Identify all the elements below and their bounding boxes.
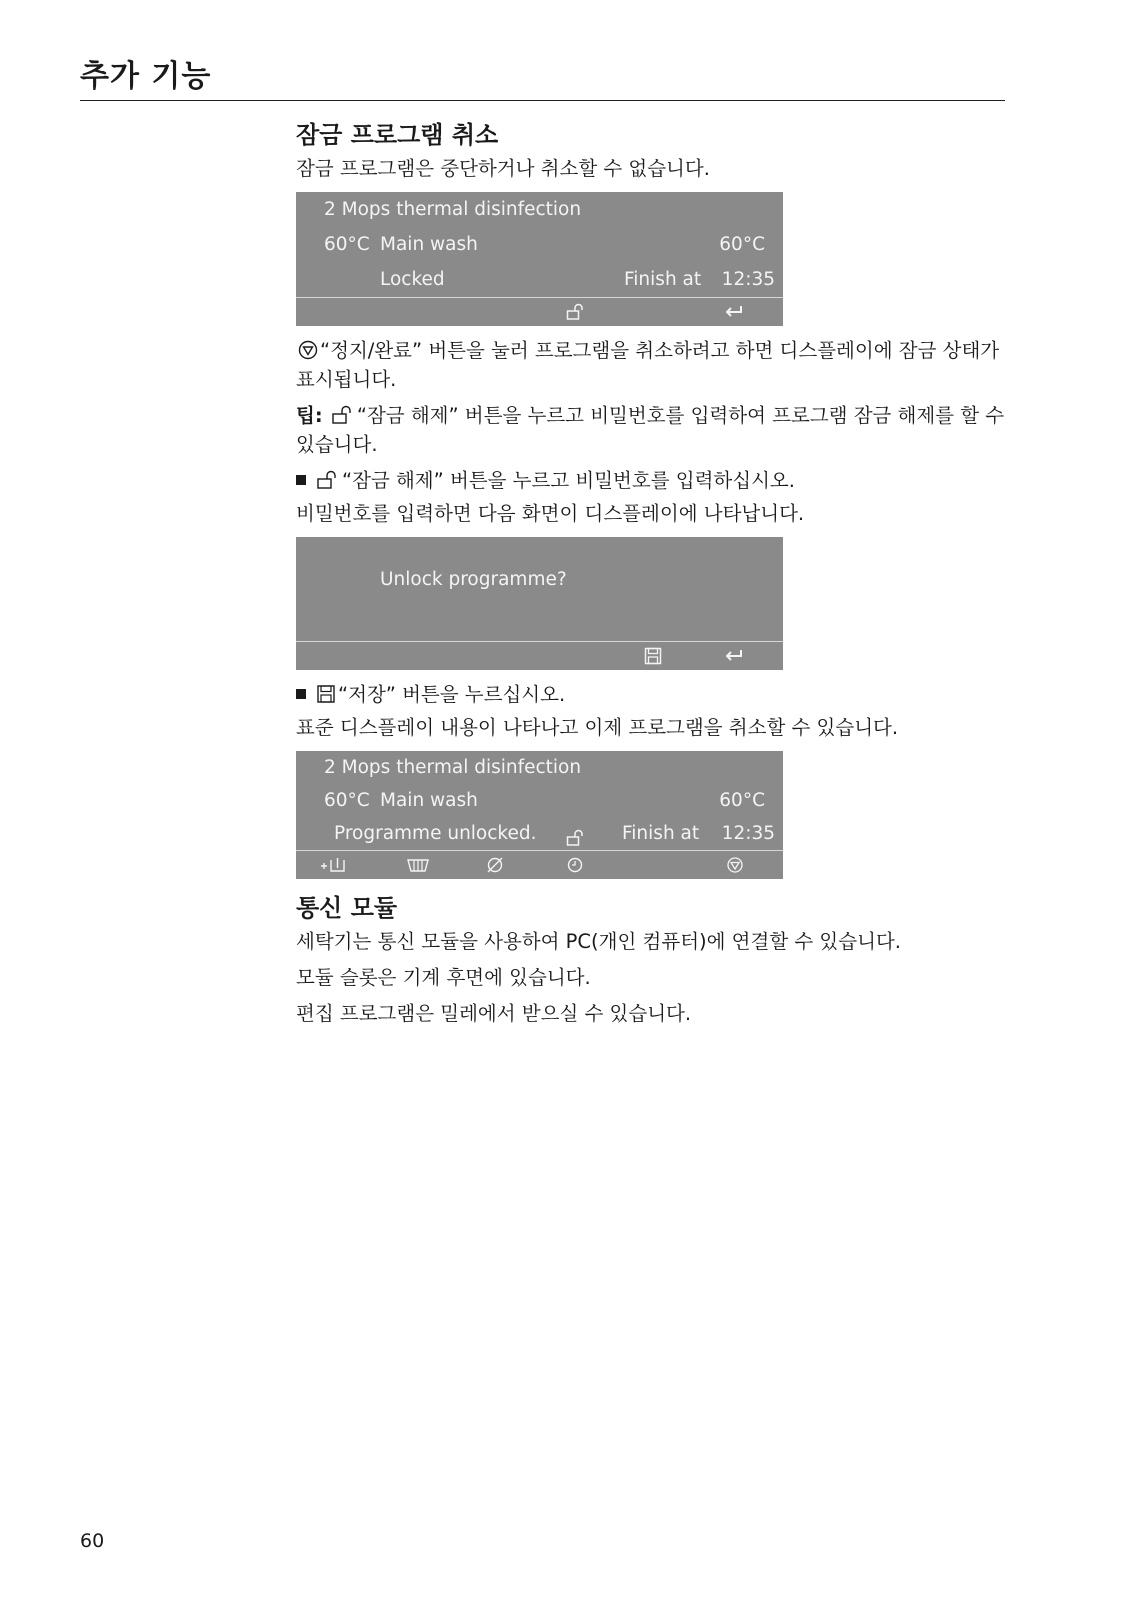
display-finish-time: 12:35 — [721, 823, 775, 844]
module-text-1: 세탁기는 통신 모듈을 사용하여 PC(개인 컴퓨터)에 연결할 수 있습니다. — [296, 930, 901, 953]
display-locked — [296, 192, 783, 326]
display-temp: 60°C — [324, 790, 370, 811]
display-prompt: Unlock programme? — [380, 569, 567, 590]
display-temp-right: 60°C — [719, 790, 765, 811]
unlock-icon — [331, 405, 355, 432]
display-softkey-bar — [296, 642, 783, 670]
page-number: 60 — [80, 1530, 105, 1552]
add-detergent-icon[interactable] — [320, 856, 348, 879]
main-content — [296, 118, 1006, 1037]
display-status: Programme unlocked. — [334, 823, 537, 844]
display-softkey-bar — [296, 298, 783, 326]
display-unlocked — [296, 751, 783, 879]
display-phase: Main wash — [380, 234, 478, 255]
bullet — [296, 475, 306, 485]
after-password-text: 비밀번호를 입력하면 다음 화면이 디스플레이에 나타납니다. — [296, 502, 805, 525]
section-title-communication-module: 통신 모듈 — [296, 894, 398, 922]
unlock-icon[interactable] — [566, 303, 586, 326]
header-divider — [80, 100, 1005, 101]
tip-paragraph: 팁: “잠금 해제” 버튼을 누르고 비밀번호를 입력하여 프로그램 잠금 해제를 할 수 있습니다. — [296, 404, 1005, 456]
tip-label: 팁: — [296, 404, 323, 427]
page-title: 추가 기능 — [80, 59, 212, 94]
intro-text: 잠금 프로그램은 중단하거나 취소할 수 없습니다. — [296, 157, 710, 180]
bullet — [296, 689, 306, 699]
module-text-3: 편집 프로그램은 밀레에서 받으실 수 있습니다. — [296, 1002, 692, 1025]
display-program-name: 2 Mops thermal disinfection — [324, 757, 582, 778]
display-program-name: 2 Mops thermal disinfection — [324, 199, 582, 220]
display-temp: 60°C — [324, 234, 370, 255]
page-header — [80, 55, 1005, 99]
display-finish-time: 12:35 — [721, 269, 775, 290]
save-icon[interactable] — [644, 647, 662, 670]
clock-icon[interactable] — [566, 856, 584, 879]
stop-icon — [298, 340, 318, 367]
display-phase: Main wash — [380, 790, 478, 811]
display-unlock-prompt — [296, 537, 783, 670]
display-temp-right: 60°C — [719, 234, 765, 255]
section-title-cancel-locked: 잠금 프로그램 취소 — [296, 121, 499, 149]
basket-icon[interactable] — [406, 856, 430, 879]
no-symbol-icon[interactable] — [485, 856, 505, 879]
stop-instruction: “정지/완료” 버튼을 눌러 프로그램을 취소하려고 하면 디스플레이에 잠금 상태가 표시됩니다. — [296, 339, 1000, 391]
display-finish-label: Finish at — [622, 823, 700, 844]
enter-icon[interactable] — [724, 303, 744, 326]
standard-display-text: 표준 디스플레이 내용이 나타나고 이제 프로그램을 취소할 수 있습니다. — [296, 716, 899, 739]
unlock-icon — [316, 470, 340, 497]
enter-icon[interactable] — [724, 647, 744, 670]
stop-icon[interactable] — [726, 856, 744, 879]
display-softkey-bar — [296, 851, 783, 879]
save-icon — [316, 684, 336, 711]
module-text-2: 모듈 슬롯은 기계 후면에 있습니다. — [296, 966, 591, 989]
display-status: Locked — [380, 269, 445, 290]
step-save: “저장” 버튼을 누르십시오. — [296, 682, 1006, 711]
display-finish-label: Finish at — [624, 269, 702, 290]
step-unlock: “잠금 해제” 버튼을 누르고 비밀번호를 입력하십시오. — [296, 468, 1006, 497]
